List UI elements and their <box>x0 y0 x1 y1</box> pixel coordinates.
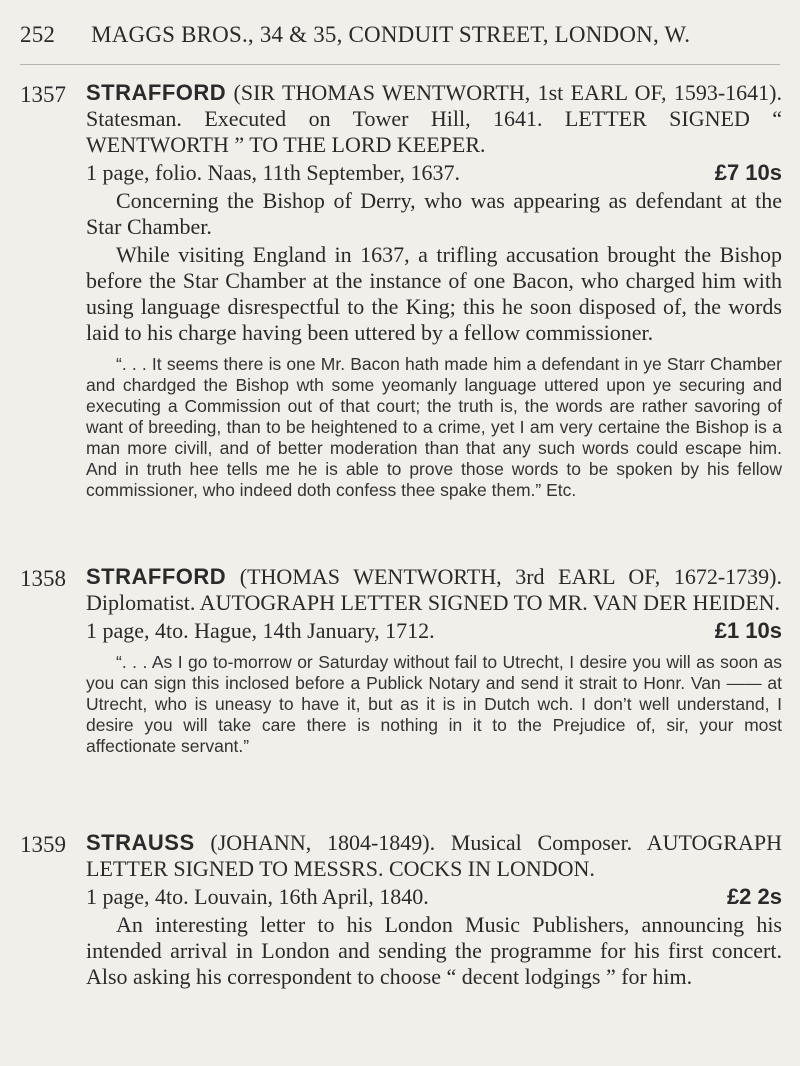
entry-heading-text: (JOHANN, 1804-1849). Musical Composer. AUTOGRAPH LETTER SIGNED TO MESSRS. COCKS IN LONDON. <box>86 830 782 881</box>
entry-heading <box>86 830 782 882</box>
entry-heading-text: (SIR THOMAS WENTWORTH, 1st EARL OF, 1593-1641). Statesman. Executed on Tower Hill, 1641. LETTER SIGNED “ WENTWORTH ” TO THE LORD KEEPER. <box>86 80 782 157</box>
running-head <box>20 22 780 48</box>
entry-details-line <box>86 160 782 186</box>
entry-body <box>86 564 782 757</box>
entry-details-line <box>86 618 782 644</box>
entry-description: An interesting letter to his London Music Publishers, announcing his intended arrival in London and sending the programme for his first concert. Also asking his correspondent to choose “ decent lodgings ” for him. <box>86 912 782 989</box>
entry-details: 1 page, 4to. Louvain, 16th April, 1840. <box>86 884 429 909</box>
page-number: 252 <box>20 22 56 47</box>
running-title: MAGGS BROS., 34 & 35, CONDUIT STREET, LONDON, W. <box>91 22 691 47</box>
entry-details: 1 page, folio. Naas, 11th September, 1637. <box>86 160 461 185</box>
entry-price: £2 2s <box>726 884 782 909</box>
entry-heading <box>86 564 782 616</box>
entry-description: While visiting England in 1637, a trifling accusation brought the Bishop before the Star Chamber at the instance of one Bacon, who charged him with using language disrespectful to the King; this he soon disposed of, the words laid to his charge having been uttered by a fellow commissioner. <box>86 242 782 345</box>
entry-body <box>86 80 782 501</box>
entry-body <box>86 830 782 990</box>
entry-quotation: “. . . As I go to-morrow or Saturday without fail to Utrecht, I desire you will as soon as you can sign this inclosed before a Publick Notary and send it strait to Honr. Van —— at Utrecht, who is uneasy to have it, but as it is in Dutch wch. I don’t well understand, I desire you will take care there is nothing in it to the Prejudice of, sir, your most affectionate servant.” <box>86 652 782 756</box>
lot-number: 1357 <box>20 82 66 107</box>
entry-details: 1 page, 4to. Hague, 14th January, 1712. <box>86 618 435 643</box>
entry-heading <box>86 80 782 158</box>
entry-name: STRAFFORD <box>86 564 227 589</box>
lot-number: 1359 <box>20 832 66 857</box>
entry-details-line <box>86 884 782 910</box>
entry-description: Concerning the Bishop of Derry, who was appearing as defendant at the Star Chamber. <box>86 188 782 239</box>
entry-heading-text: (THOMAS WENTWORTH, 3rd EARL OF, 1672-1739). Diplomatist. AUTOGRAPH LETTER SIGNED TO MR. VAN DER HEIDEN. <box>86 564 783 615</box>
header-divider <box>20 64 780 65</box>
lot-number: 1358 <box>20 566 66 591</box>
entry-quotation: “. . . It seems there is one Mr. Bacon hath made him a defendant in ye Starr Chamber and chardged the Bishop wth some yeomanly language uttered upon ye securing and executing a Commission out of that court; the truth is, the words are rather savoring of want of breeding, than to be heightened to a crime, yet I am very certaine the Bishop is a man more civill, and of better moderation than that any such words could escape him. And in truth hee tells me he is able to prove those words to be spoken by his fellow commissioner, who indeed doth confess thee spake them.” Etc. <box>86 354 782 500</box>
entry-name: STRAFFORD <box>86 80 227 105</box>
entry-price: £1 10s <box>714 618 782 643</box>
entry-name: STRAUSS <box>86 830 195 855</box>
entry-price: £7 10s <box>714 160 782 185</box>
